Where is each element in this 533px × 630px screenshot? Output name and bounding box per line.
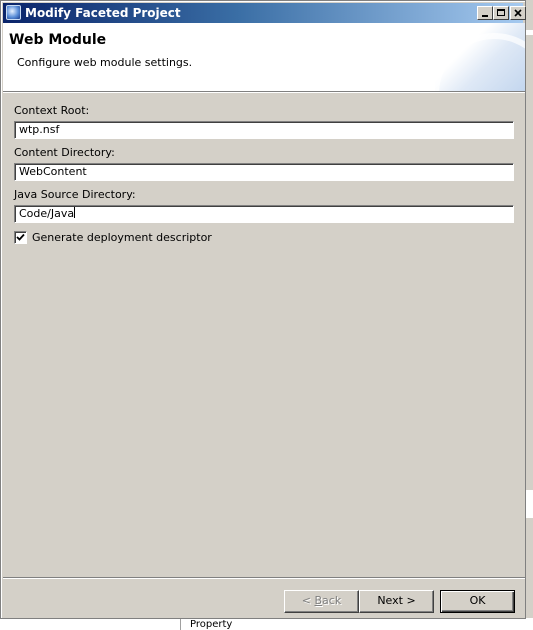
back-prefix: < [301,594,315,607]
background-window-edge [526,0,533,630]
app-icon [6,5,21,20]
context-root-label: Context Root: [14,104,90,117]
background-strip [526,490,533,518]
context-root-value: wtp.nsf [19,123,60,136]
background-divider [180,618,181,630]
header-separator [3,91,525,93]
back-accelerator: B [314,594,323,607]
close-icon [511,7,525,19]
title-bar[interactable] [3,3,523,23]
content-directory-value: WebContent [19,165,87,178]
background-panel [0,618,533,630]
text-caret [74,207,75,218]
content-directory-input[interactable] [14,163,514,181]
next-button[interactable]: Next > [359,590,434,613]
java-source-directory-value: Code/Java [19,207,75,220]
generate-descriptor-label[interactable]: Generate deployment descriptor [32,231,212,244]
back-button[interactable] [284,590,359,613]
close-button[interactable] [510,6,526,20]
wizard-header [3,23,525,91]
generate-descriptor-checkbox[interactable] [14,231,27,244]
page-title: Web Module [9,32,107,48]
minimize-icon [482,15,488,17]
java-source-directory-label: Java Source Directory: [14,188,136,201]
background-property-label: Property [190,619,233,630]
button-bar-separator [3,577,525,579]
background-strip [526,30,533,35]
ok-button[interactable]: OK [440,590,515,613]
page-description: Configure web module settings. [17,56,193,69]
java-source-directory-input[interactable] [14,205,514,223]
window-title: Modify Faceted Project [25,6,181,20]
content-directory-label: Content Directory: [14,146,115,159]
banner-graphic [435,23,525,91]
maximize-icon [497,9,505,16]
context-root-input[interactable] [14,121,514,139]
banner-arc [433,33,525,91]
back-rest: ack [322,594,342,607]
maximize-button[interactable] [493,6,509,20]
checkmark-icon [16,233,25,242]
minimize-button[interactable] [477,6,493,20]
